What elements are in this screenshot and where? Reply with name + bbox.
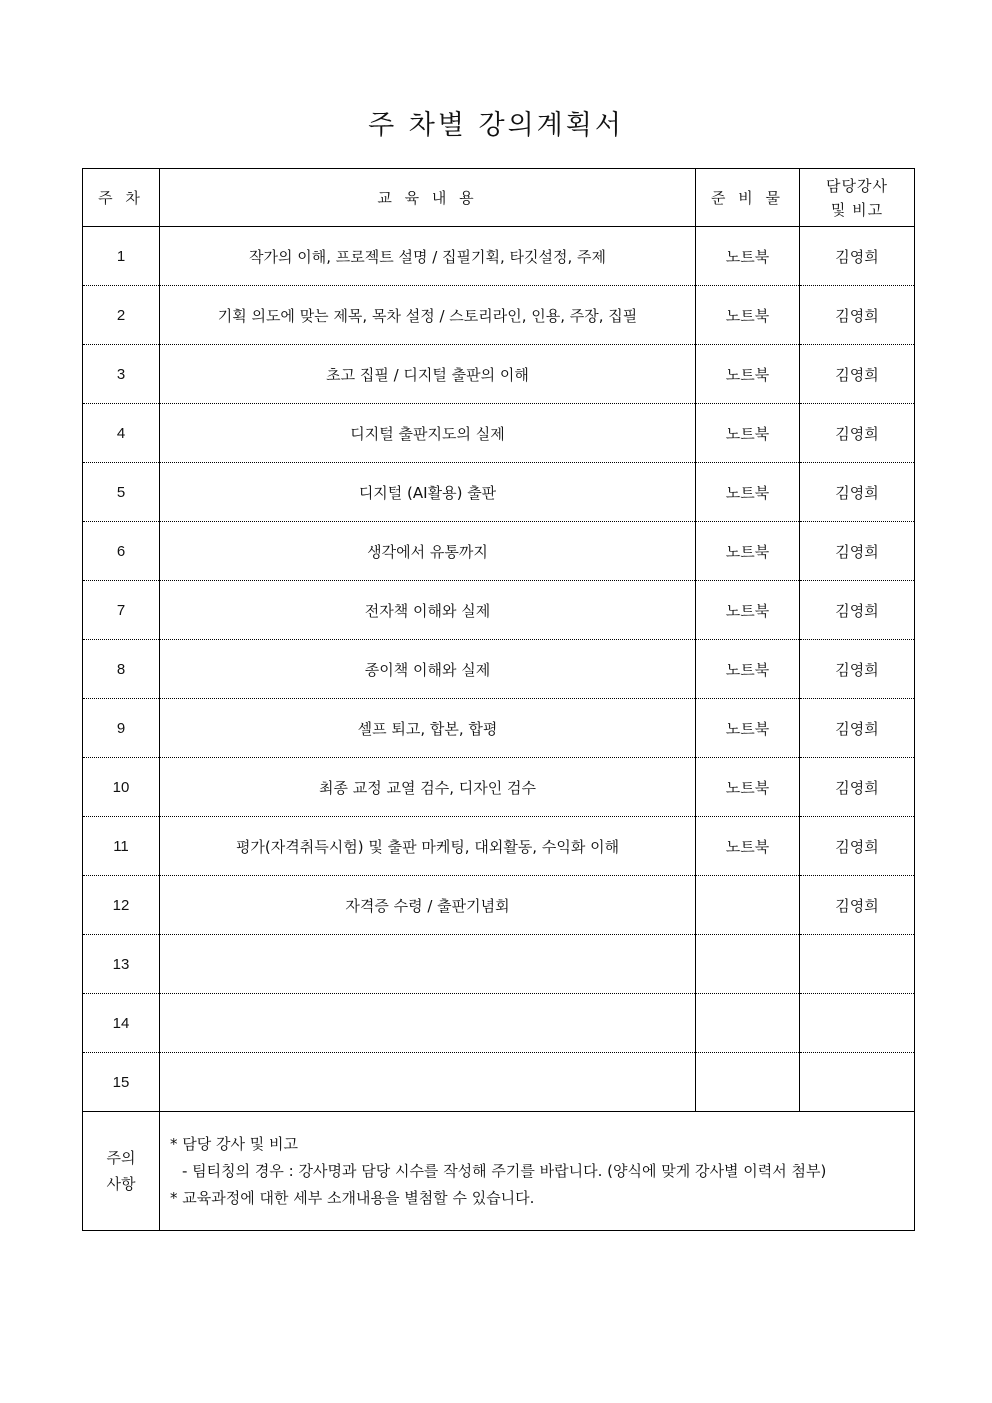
week-number: 7	[83, 581, 160, 640]
header-instructor-line2: 및 비고	[830, 200, 884, 219]
week-content: 셀프 퇴고, 합본, 합평	[160, 699, 696, 758]
week-content: 기획 의도에 맞는 제목, 목차 설정 / 스토리라인, 인용, 주장, 집필	[160, 286, 696, 345]
table-row	[83, 345, 915, 404]
table-row	[83, 522, 915, 581]
notes-content	[160, 1112, 915, 1231]
week-instructor: 김영희	[800, 404, 915, 463]
week-content	[160, 935, 696, 994]
table-row	[83, 817, 915, 876]
week-number: 1	[83, 227, 160, 286]
week-content: 작가의 이해, 프로젝트 설명 / 집필기획, 타깃설정, 주제	[160, 227, 696, 286]
week-materials: 노트북	[696, 227, 800, 286]
week-instructor: 김영희	[800, 522, 915, 581]
table-row	[83, 286, 915, 345]
notes-row	[83, 1112, 915, 1231]
week-instructor: 김영희	[800, 817, 915, 876]
week-content: 전자책 이해와 실제	[160, 581, 696, 640]
week-instructor	[800, 935, 915, 994]
week-materials: 노트북	[696, 286, 800, 345]
week-instructor: 김영희	[800, 345, 915, 404]
table-row	[83, 640, 915, 699]
week-number: 11	[83, 817, 160, 876]
week-number: 4	[83, 404, 160, 463]
week-content: 디지털 (AI활용) 출판	[160, 463, 696, 522]
note-line: * 교육과정에 대한 세부 소개내용을 별첨할 수 있습니다.	[170, 1188, 535, 1207]
note-line: - 팀티칭의 경우 : 강사명과 담당 시수를 작성해 주기를 바랍니다. (양식에 맞게 강사별 이력서 첨부)	[182, 1161, 827, 1180]
week-materials: 노트북	[696, 758, 800, 817]
week-materials: 노트북	[696, 640, 800, 699]
week-instructor: 김영희	[800, 227, 915, 286]
table-row	[83, 404, 915, 463]
week-instructor: 김영희	[800, 699, 915, 758]
table-row	[83, 876, 915, 935]
week-number: 15	[83, 1053, 160, 1112]
week-number: 6	[83, 522, 160, 581]
table-row	[83, 227, 915, 286]
week-content	[160, 994, 696, 1053]
table-row	[83, 758, 915, 817]
week-number: 14	[83, 994, 160, 1053]
table-header-row	[83, 169, 915, 227]
week-materials: 노트북	[696, 463, 800, 522]
week-content: 디지털 출판지도의 실제	[160, 404, 696, 463]
week-materials	[696, 1053, 800, 1112]
table-row	[83, 994, 915, 1053]
note-line: * 담당 강사 및 비고	[170, 1134, 299, 1153]
week-content: 초고 집필 / 디지털 출판의 이해	[160, 345, 696, 404]
week-instructor: 김영희	[800, 876, 915, 935]
week-materials: 노트북	[696, 522, 800, 581]
week-instructor: 김영희	[800, 581, 915, 640]
week-materials	[696, 935, 800, 994]
week-content	[160, 1053, 696, 1112]
week-materials: 노트북	[696, 699, 800, 758]
notes-label	[83, 1112, 160, 1231]
table-row	[83, 699, 915, 758]
header-materials: 준 비 물	[696, 169, 800, 227]
week-instructor: 김영희	[800, 286, 915, 345]
week-instructor: 김영희	[800, 640, 915, 699]
week-instructor: 김영희	[800, 463, 915, 522]
table-row	[83, 463, 915, 522]
week-materials	[696, 876, 800, 935]
week-content: 생각에서 유통까지	[160, 522, 696, 581]
week-content: 자격증 수령 / 출판기념회	[160, 876, 696, 935]
notes-label-line1: 주의	[106, 1149, 136, 1167]
week-materials: 노트북	[696, 345, 800, 404]
week-number: 3	[83, 345, 160, 404]
week-instructor	[800, 994, 915, 1053]
week-number: 12	[83, 876, 160, 935]
week-number: 2	[83, 286, 160, 345]
week-content: 종이책 이해와 실제	[160, 640, 696, 699]
table-row	[83, 1053, 915, 1112]
table-row	[83, 935, 915, 994]
week-materials: 노트북	[696, 581, 800, 640]
week-content: 최종 교정 교열 검수, 디자인 검수	[160, 758, 696, 817]
header-instructor-line1: 담당강사	[826, 176, 888, 195]
page-title: 주 차별 강의계획서	[368, 110, 624, 141]
week-materials: 노트북	[696, 817, 800, 876]
week-instructor	[800, 1053, 915, 1112]
week-materials: 노트북	[696, 404, 800, 463]
week-number: 10	[83, 758, 160, 817]
header-week: 주 차	[83, 169, 160, 227]
header-content: 교 육 내 용	[160, 169, 696, 227]
table-row	[83, 581, 915, 640]
notes-label-line2: 사항	[106, 1175, 136, 1193]
week-number: 8	[83, 640, 160, 699]
week-instructor: 김영희	[800, 758, 915, 817]
week-number: 13	[83, 935, 160, 994]
week-number: 9	[83, 699, 160, 758]
lecture-plan-table	[82, 168, 915, 1231]
week-materials	[696, 994, 800, 1053]
header-instructor	[800, 169, 915, 227]
week-content: 평가(자격취득시험) 및 출판 마케팅, 대외활동, 수익화 이해	[160, 817, 696, 876]
week-number: 5	[83, 463, 160, 522]
